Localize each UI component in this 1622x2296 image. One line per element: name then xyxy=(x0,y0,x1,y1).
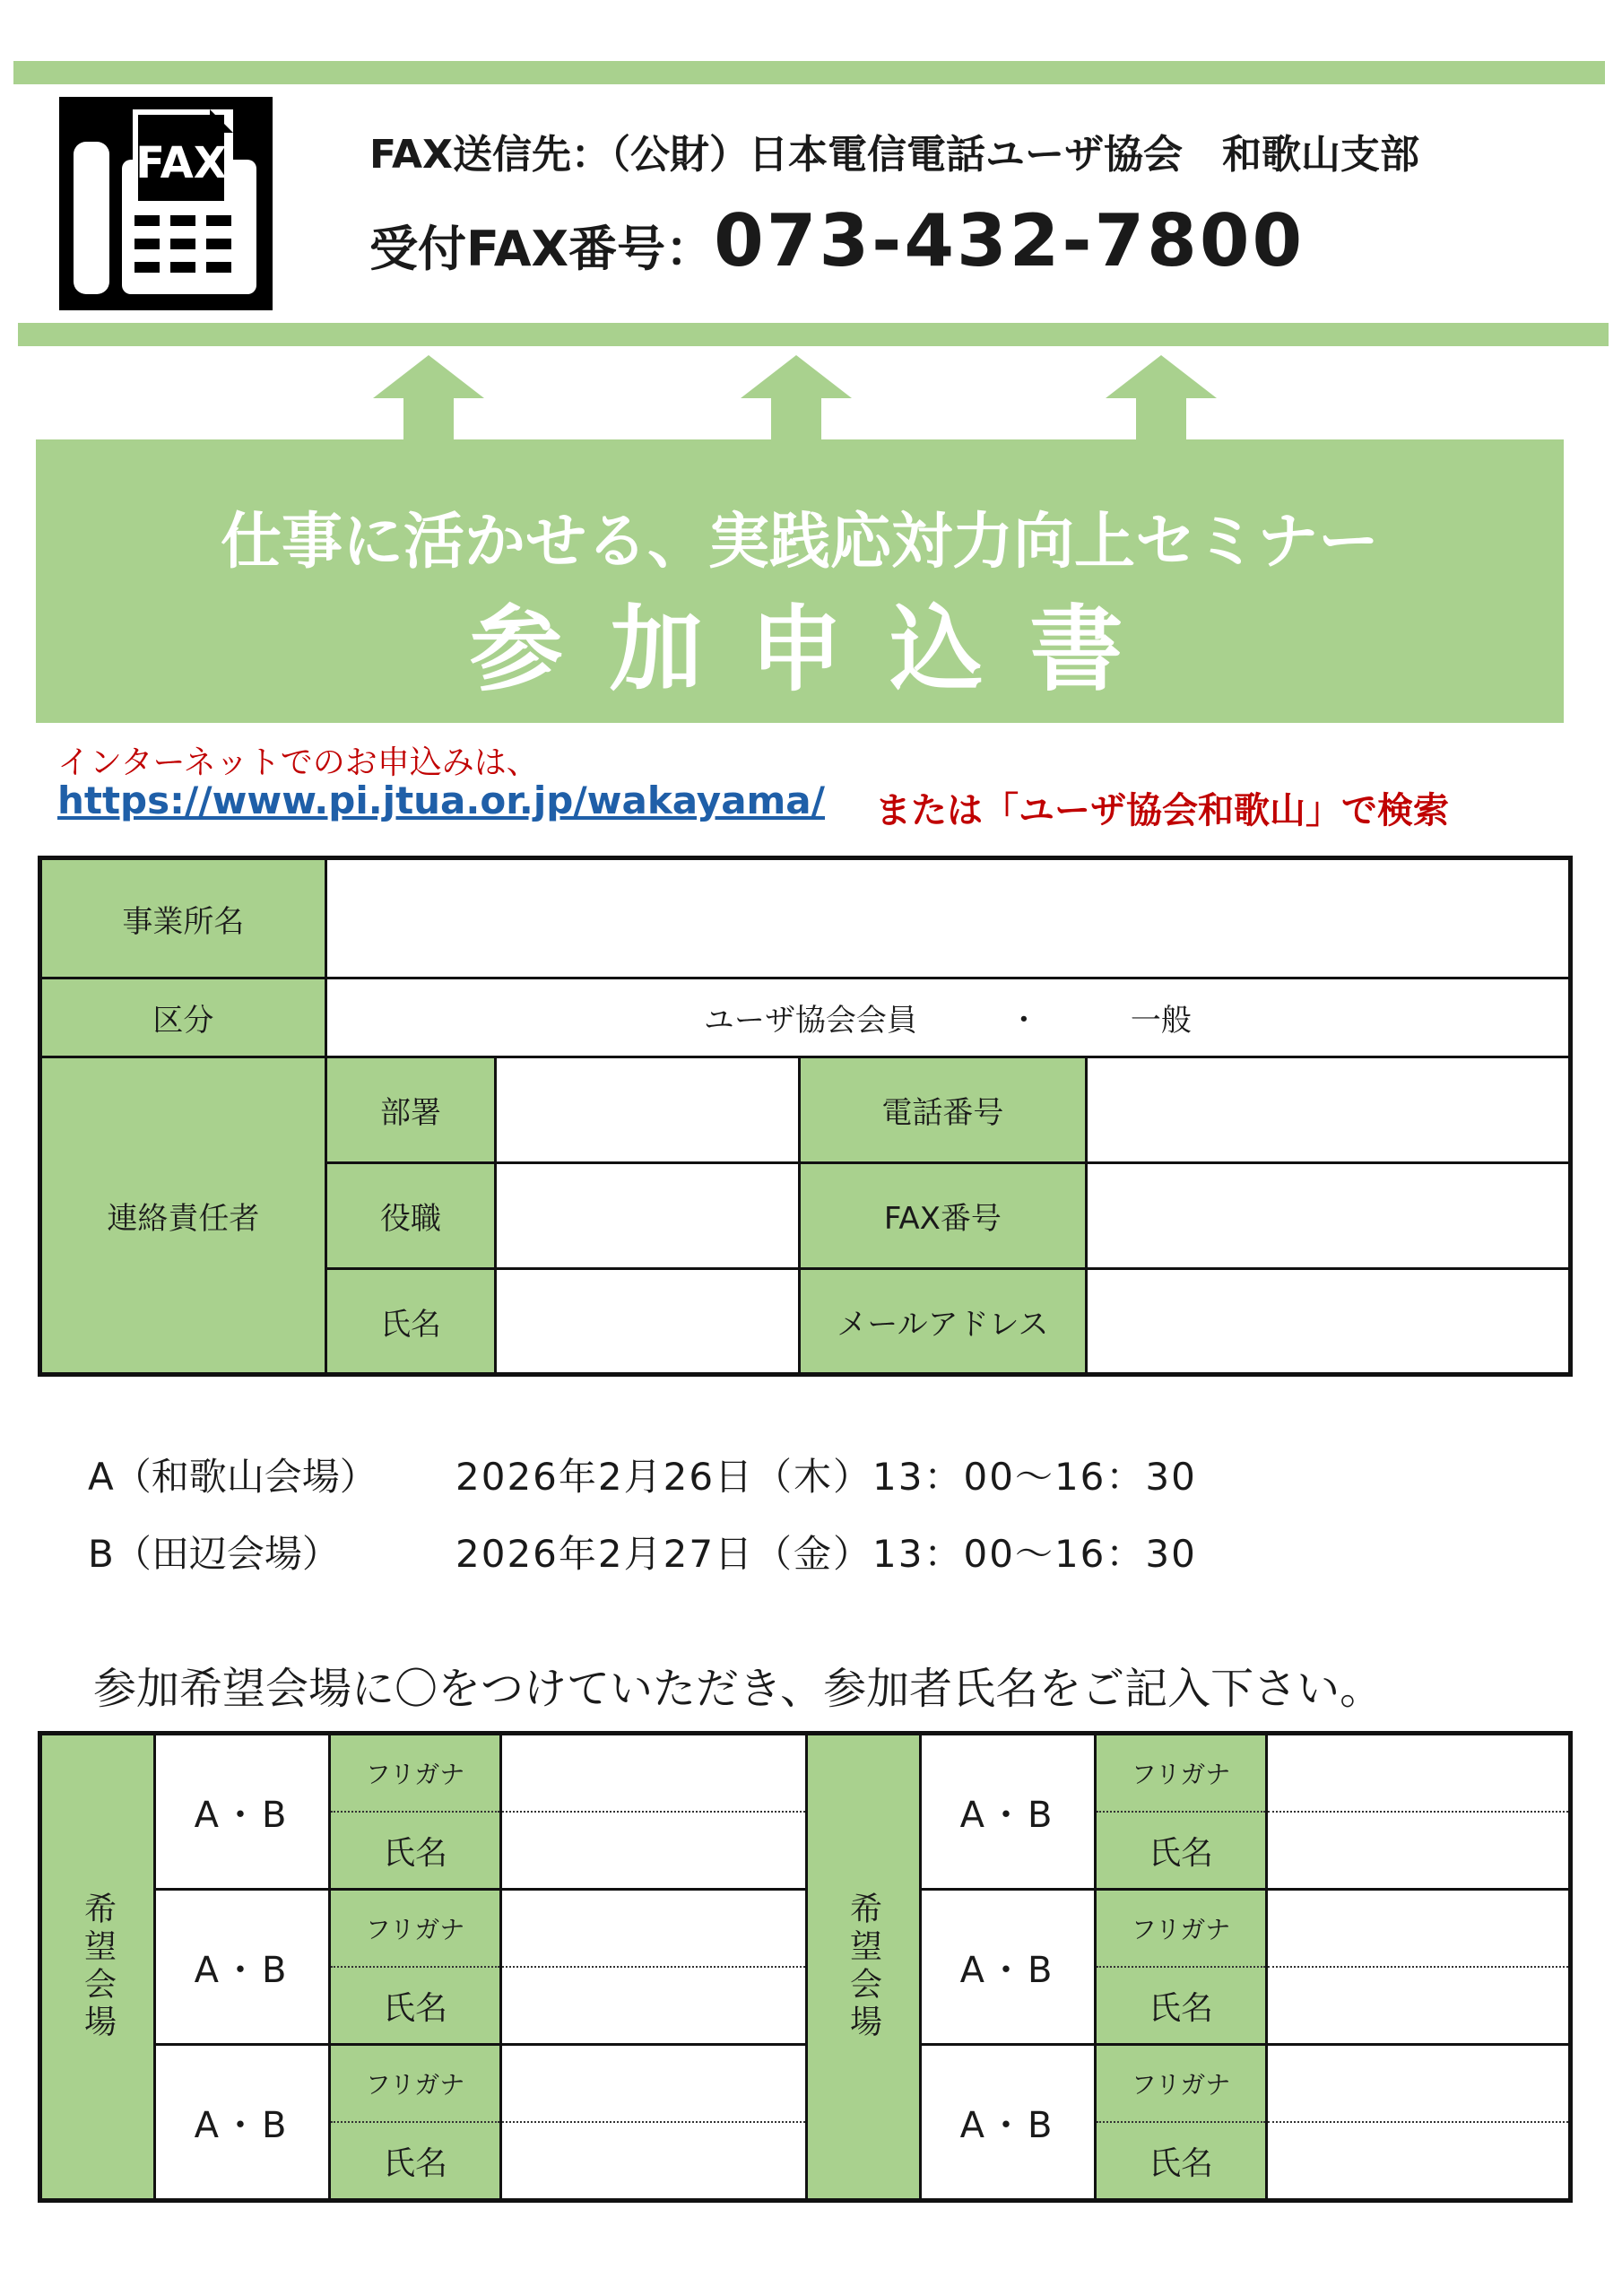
name-label: 氏名 xyxy=(1148,2144,1213,2182)
phone-field[interactable] xyxy=(1086,1057,1570,1163)
contact-person-label: 連絡責任者 xyxy=(40,1057,326,1375)
furigana-field[interactable] xyxy=(1268,2046,1568,2123)
participant-row xyxy=(156,1891,805,2046)
application-form-title: 参 加 申 込 書 xyxy=(469,595,1131,704)
name-field[interactable] xyxy=(1268,1968,1568,2043)
category-label: 区分 xyxy=(40,978,326,1057)
search-note: または「ユーザ協会和歌山」で検索 xyxy=(875,790,1449,831)
venue-label: 希望会場 xyxy=(808,1735,922,2198)
furigana-label: フリガナ xyxy=(331,1891,499,1968)
venue-label: 希望会場 xyxy=(42,1735,156,2198)
internet-note: インターネットでのお申込みは、 xyxy=(57,744,539,781)
venue-b: B（田辺会場） xyxy=(88,1532,340,1576)
office-name-field[interactable] xyxy=(325,858,1570,978)
venue-choice[interactable]: A・B xyxy=(922,1735,1097,1888)
venue-choice[interactable]: A・B xyxy=(156,1891,331,2043)
email-field[interactable] xyxy=(1086,1269,1570,1375)
up-arrow-icon xyxy=(373,355,484,439)
name-field[interactable] xyxy=(502,2123,805,2198)
participant-grid xyxy=(38,1731,1573,2203)
up-arrow-icon xyxy=(741,355,852,439)
seminar-title: 仕事に活かせる、実践応対力向上セミナー xyxy=(220,507,1379,578)
position-label: 役職 xyxy=(325,1163,496,1269)
venue-a: A（和歌山会場） xyxy=(88,1455,377,1499)
name-field[interactable] xyxy=(502,1968,805,2043)
office-name-label: 事業所名 xyxy=(40,858,326,978)
name-field[interactable] xyxy=(496,1269,800,1375)
department-label: 部署 xyxy=(325,1057,496,1163)
participant-row xyxy=(156,2046,805,2198)
name-label: 氏名 xyxy=(382,1834,447,1872)
furigana-field[interactable] xyxy=(1268,1735,1568,1813)
furigana-label: フリガナ xyxy=(1097,1891,1265,1968)
fax-number: 073-432-7800 xyxy=(714,199,1305,283)
position-field[interactable] xyxy=(496,1163,800,1269)
datetime-b: 2026年2月27日（金）13：00～16：30 xyxy=(455,1532,1197,1576)
website-link[interactable]: https://www.pi.jtua.or.jp/wakayama/ xyxy=(57,778,825,822)
name-label: 氏名 xyxy=(382,1989,447,2027)
fax-field[interactable] xyxy=(1086,1163,1570,1269)
furigana-label: フリガナ xyxy=(1097,2046,1265,2123)
furigana-field[interactable] xyxy=(502,1891,805,1968)
applicant-form xyxy=(38,856,1573,1377)
furigana-field[interactable] xyxy=(502,2046,805,2123)
participant-table-right xyxy=(808,1735,1568,2198)
top-divider xyxy=(13,61,1605,84)
name-field[interactable] xyxy=(1268,2123,1568,2198)
name-field[interactable] xyxy=(1268,1813,1568,1888)
fax-label: FAX番号 xyxy=(800,1163,1086,1269)
name-label: 氏名 xyxy=(382,2144,447,2182)
datetime-a: 2026年2月26日（木）13：00～16：30 xyxy=(455,1455,1197,1499)
fax-number-label: 受付FAX番号： xyxy=(369,221,715,277)
header-divider xyxy=(18,323,1609,346)
venue-choice[interactable]: A・B xyxy=(156,2046,331,2198)
participant-row xyxy=(156,1735,805,1891)
venue-choice[interactable]: A・B xyxy=(922,2046,1097,2198)
venue-choice[interactable]: A・B xyxy=(922,1891,1097,2043)
fax-number-line xyxy=(369,199,1305,283)
up-arrow-icon xyxy=(1106,355,1217,439)
participant-row xyxy=(922,1735,1568,1891)
send-to-text: FAX送信先：（公財）日本電信電話ユーザ協会 和歌山支部 xyxy=(369,132,1419,178)
participant-row xyxy=(922,1891,1568,2046)
department-field[interactable] xyxy=(496,1057,800,1163)
furigana-label: フリガナ xyxy=(1097,1735,1265,1813)
svg-text:FAX: FAX xyxy=(135,138,227,188)
email-label: メールアドレス xyxy=(800,1269,1086,1375)
furigana-field[interactable] xyxy=(502,1735,805,1813)
seminar-banner xyxy=(36,439,1564,723)
fax-icon xyxy=(59,97,273,310)
furigana-label: フリガナ xyxy=(331,1735,499,1813)
name-field[interactable] xyxy=(502,1813,805,1888)
schedule-row-b xyxy=(88,1525,1197,1578)
instruction-text: 参加希望会場に〇をつけていただき、参加者氏名をご記入下さい。 xyxy=(93,1664,1383,1714)
venue-choice[interactable]: A・B xyxy=(156,1735,331,1888)
participant-row xyxy=(922,2046,1568,2198)
furigana-label: フリガナ xyxy=(331,2046,499,2123)
schedule-row-a xyxy=(88,1448,1197,1501)
name-label: 氏名 xyxy=(1148,1989,1213,2027)
furigana-field[interactable] xyxy=(1268,1891,1568,1968)
phone-label: 電話番号 xyxy=(800,1057,1086,1163)
name-label: 氏名 xyxy=(325,1269,496,1375)
category-options[interactable]: ユーザ協会会員 ・ 一般 xyxy=(325,978,1570,1057)
participant-table-left xyxy=(42,1735,808,2198)
name-label: 氏名 xyxy=(1148,1834,1213,1872)
